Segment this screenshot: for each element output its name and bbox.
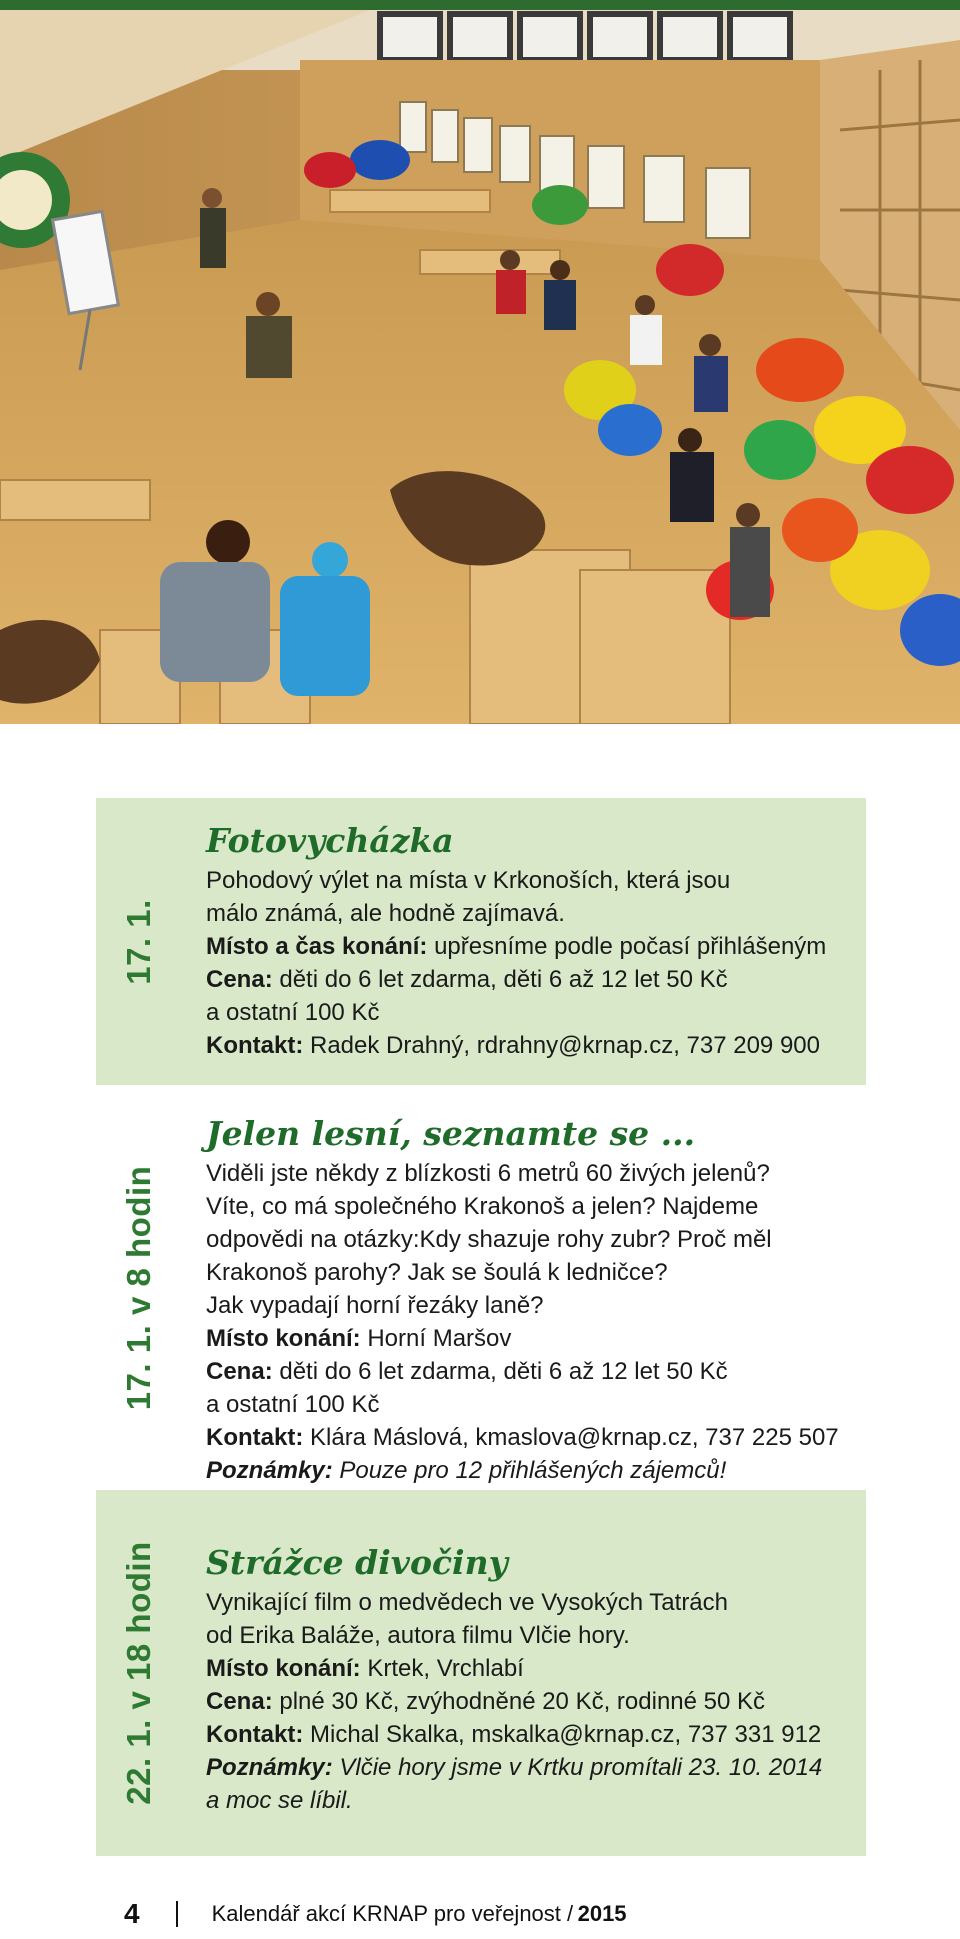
event-card-strazce-divociny xyxy=(96,1490,866,1856)
top-accent-bar xyxy=(0,0,960,10)
event-title: Jelen lesní, seznamte se ... xyxy=(206,1114,696,1153)
header-photo xyxy=(0,10,960,724)
price-value: děti do 6 let zdarma, děti 6 až 12 let 50 Kč xyxy=(279,1358,728,1385)
event-note-continued: a moc se líbil. xyxy=(206,1787,353,1814)
contact-value: Klára Máslová, kmaslova@krnap.cz, 737 225 507 xyxy=(310,1424,839,1451)
contact-label: Kontakt: xyxy=(206,1424,304,1451)
place-value: upřesníme podle počasí přihlášeným xyxy=(434,933,827,960)
event-description-line: Pohodový výlet na místa v Krkonoších, která jsou xyxy=(206,867,731,894)
event-description-line: Krakonoš parohy? Jak se šoulá k ledničce? xyxy=(206,1259,668,1286)
price-label: Cena: xyxy=(206,1688,273,1715)
event-price xyxy=(206,1355,852,1388)
page-footer xyxy=(124,1899,627,1929)
price-label: Cena: xyxy=(206,966,273,993)
footer-year: 2015 xyxy=(577,1901,627,1926)
event-price-continued: a ostatní 100 Kč xyxy=(206,999,380,1026)
event-contact xyxy=(206,1718,852,1751)
event-note xyxy=(206,1751,852,1784)
event-contact xyxy=(206,1029,852,1062)
event-place xyxy=(206,1652,852,1685)
price-value: plné 30 Kč, zvýhodněné 20 Kč, rodinné 50 Kč xyxy=(279,1688,766,1715)
place-label: Místo konání: xyxy=(206,1325,361,1352)
event-description-line: Víte, co má společného Krakonoš a jelen? Najdeme xyxy=(206,1193,759,1220)
event-date-column xyxy=(96,798,182,1085)
footer-separator xyxy=(176,1901,178,1927)
event-description-line: odpovědi na otázky:Kdy shazuje rohy zubr? Proč měl xyxy=(206,1226,772,1253)
event-place xyxy=(206,1322,852,1355)
event-description-line: málo známá, ale hodně zajímavá. xyxy=(206,900,565,927)
event-date-column xyxy=(96,1490,182,1856)
event-place xyxy=(206,930,852,963)
event-content xyxy=(206,1542,852,1817)
event-card-fotovychazka xyxy=(96,798,866,1085)
event-content xyxy=(206,820,852,1062)
contact-label: Kontakt: xyxy=(206,1032,304,1059)
place-value: Krtek, Vrchlabí xyxy=(367,1655,524,1682)
event-date: 17. 1. v 8 hodin xyxy=(120,1165,157,1410)
event-card-jelen-lesni xyxy=(96,1085,866,1490)
event-price xyxy=(206,1685,852,1718)
contact-value: Michal Skalka, mskalka@krnap.cz, 737 331 912 xyxy=(310,1721,822,1748)
note-value: Vlčie hory jsme v Krtku promítali 23. 10. 2014 xyxy=(339,1754,823,1781)
event-title: Strážce divočiny xyxy=(206,1543,508,1582)
place-value: Horní Maršov xyxy=(367,1325,512,1352)
footer-publication-title: Kalendář akcí KRNAP pro veřejnost / xyxy=(211,1901,574,1926)
page-number: 4 xyxy=(124,1898,140,1929)
place-label: Místo a čas konání: xyxy=(206,933,428,960)
event-content xyxy=(206,1113,852,1487)
event-description-line: od Erika Baláže, autora filmu Vlčie hory. xyxy=(206,1622,630,1649)
note-value: Pouze pro 12 přihlášených zájemců! xyxy=(339,1457,727,1484)
event-date: 22. 1. v 18 hodin xyxy=(120,1541,157,1805)
price-label: Cena: xyxy=(206,1358,273,1385)
event-price xyxy=(206,963,852,996)
place-label: Místo konání: xyxy=(206,1655,361,1682)
contact-label: Kontakt: xyxy=(206,1721,304,1748)
event-date-column xyxy=(96,1085,182,1490)
event-price-continued: a ostatní 100 Kč xyxy=(206,1391,380,1418)
event-contact xyxy=(206,1421,852,1454)
event-date: 17. 1. xyxy=(120,898,157,985)
event-title: Fotovycházka xyxy=(206,821,454,860)
event-description-line: Jak vypadají horní řezáky laně? xyxy=(206,1292,544,1319)
contact-value: Radek Drahný, rdrahny@krnap.cz, 737 209 900 xyxy=(310,1032,820,1059)
price-value: děti do 6 let zdarma, děti 6 až 12 let 50 Kč xyxy=(279,966,728,993)
note-label: Poznámky: xyxy=(206,1754,333,1781)
event-description-line: Vynikající film o medvědech ve Vysokých Tatrách xyxy=(206,1589,728,1616)
note-label: Poznámky: xyxy=(206,1457,333,1484)
classroom-photo-illustration xyxy=(0,10,960,724)
event-description-line: Viděli jste někdy z blízkosti 6 metrů 60 živých jelenů? xyxy=(206,1160,770,1187)
event-note xyxy=(206,1454,852,1487)
